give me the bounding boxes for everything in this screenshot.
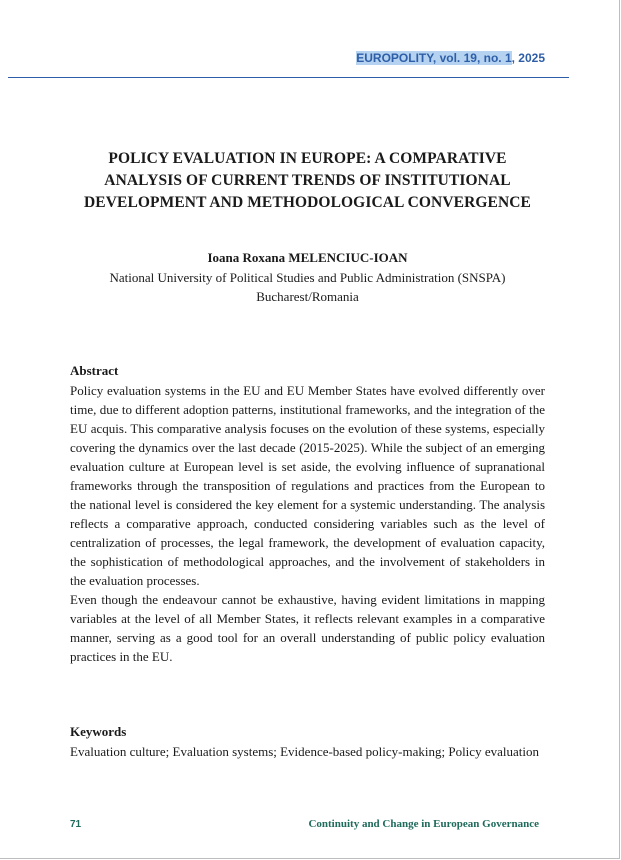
article-title (60, 148, 555, 214)
abstract-body (70, 381, 545, 666)
author-affiliation: National University of Political Studies and Public Administration (SNSPA) (109, 270, 506, 285)
author-name: Ioana Roxana MELENCIUC-IOAN (207, 250, 408, 265)
author-affiliation-block (60, 268, 555, 306)
author-location: Bucharest/Romania (256, 289, 359, 304)
keywords-text: Evaluation culture; Evaluation systems; Evidence-based policy-making; Policy evaluation (70, 744, 539, 759)
keywords-heading: Keywords (70, 724, 127, 739)
running-header (356, 51, 545, 65)
page-number: 71 (70, 819, 82, 830)
footer-journal-theme: Continuity and Change in European Governance (308, 818, 539, 830)
journal-citation-highlighted: EUROPOLITY, vol. 19, no. 1 (356, 51, 512, 65)
abstract-heading: Abstract (70, 363, 119, 378)
abstract-paragraph: Policy evaluation systems in the EU and EU Member States have evolved differently over time, due to different adoption patterns, institutional frameworks, and the integration of the EU acquis. This comparative analysis focuses on the evolution of these systems, especially covering the dynamics over the last decade (2015-2025). While the subject of an emerging evaluation culture at European level is set aside, the evolving influence of supranational frameworks through the transposition of regulations and practices from the European to the national level is considered the key element for a systemic understanding. The analysis reflects a comparative approach, conducted considering variables such as the level of centralization of processes, the legal framework, the development of evaluation capacity, the sophistication of methodological approaches, and the involvement of stakeholders in the evaluation processes. (70, 383, 545, 588)
title-line: POLICY EVALUATION IN EUROPE: A COMPARATIVE (108, 150, 507, 167)
keywords-body (70, 742, 545, 761)
abstract-paragraph: Even though the endeavour cannot be exhaustive, having evident limitations in mapping variables at the level of all Member States, it reflects relevant examples in a comparative manner, serving as a good tool for an overall understanding of public policy evaluation practices in the EU. (70, 592, 545, 664)
title-line: ANALYSIS OF CURRENT TRENDS OF INSTITUTIONAL (104, 172, 511, 189)
header-rule (8, 77, 569, 78)
title-line: DEVELOPMENT AND METHODOLOGICAL CONVERGENCE (83, 194, 531, 211)
journal-year: , 2025 (511, 51, 545, 65)
